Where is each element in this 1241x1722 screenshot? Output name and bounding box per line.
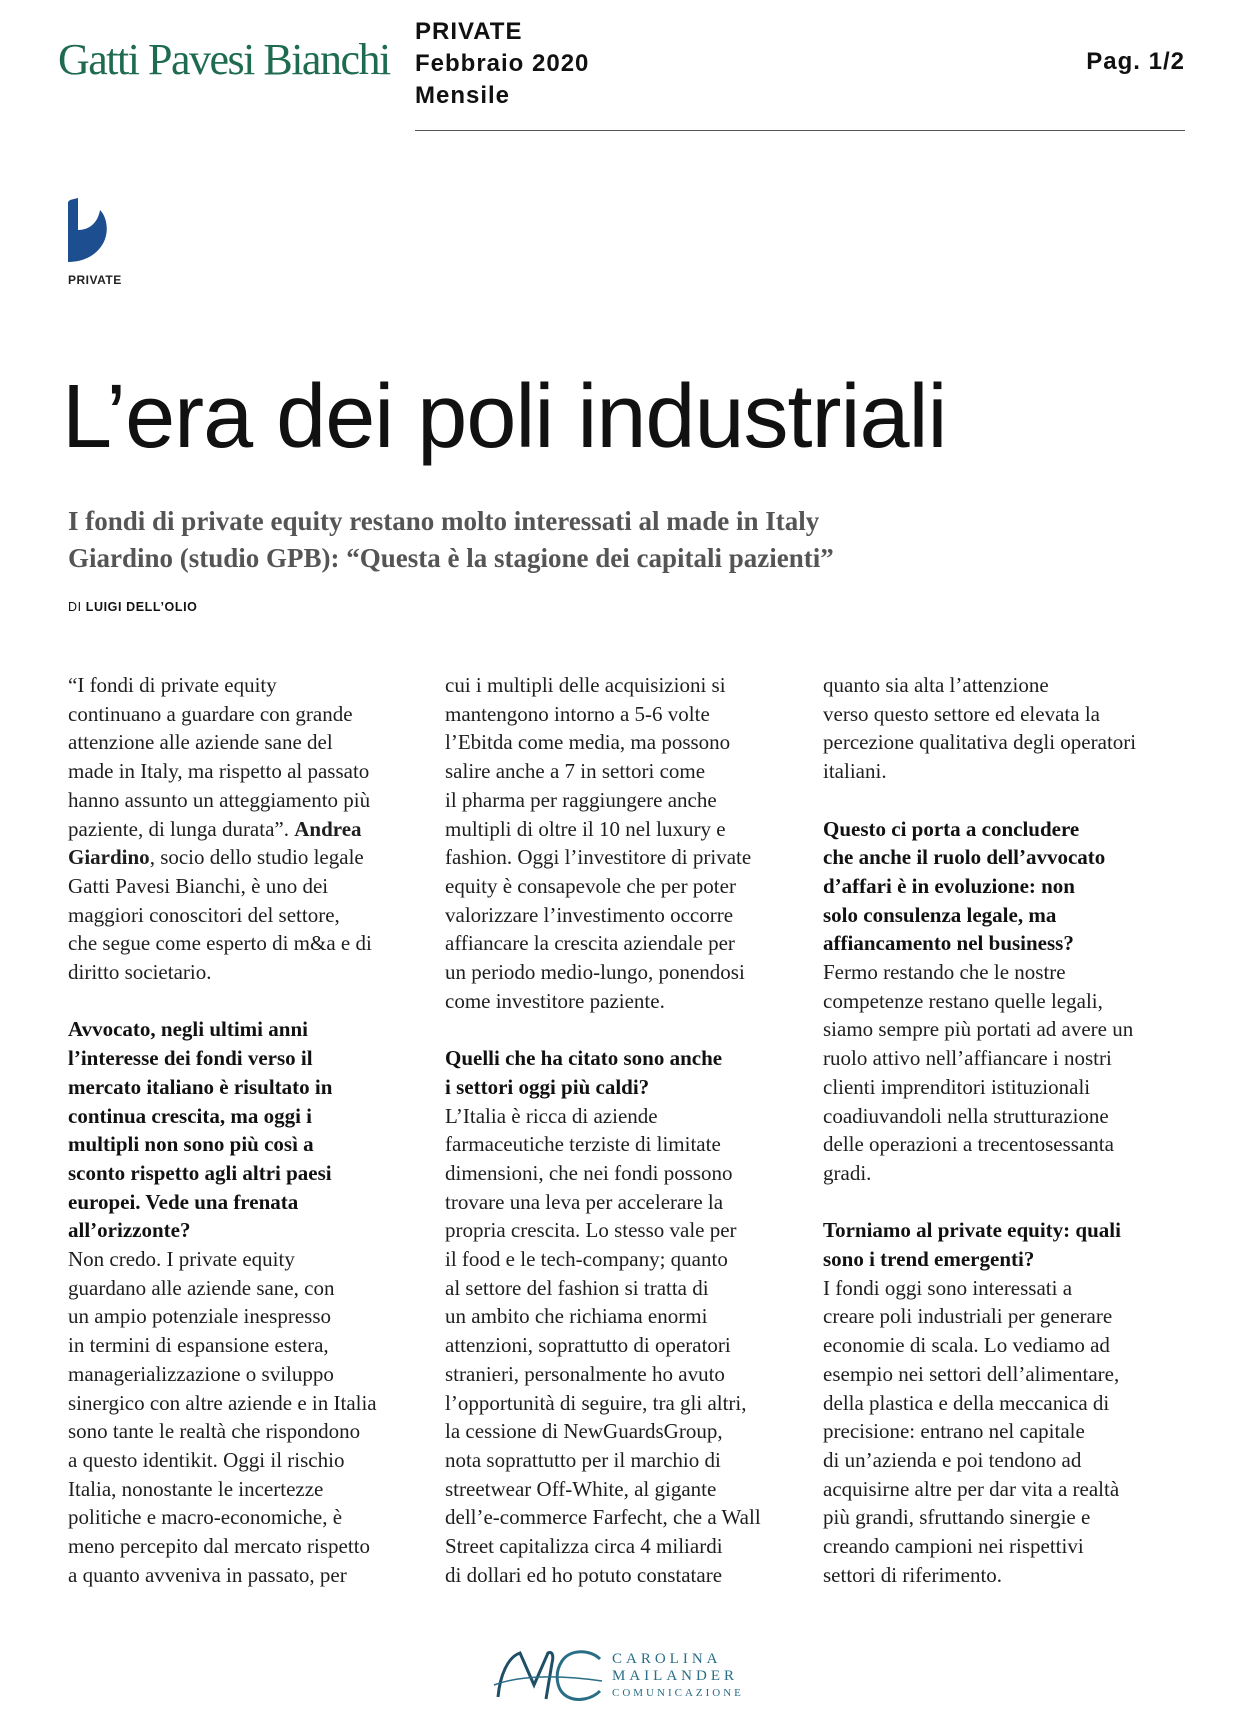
- text-line: i settori oggi più caldi?: [445, 1074, 650, 1099]
- paragraph: [823, 671, 1175, 786]
- article-headline: L’era dei poli industriali: [62, 367, 947, 467]
- text-line: percezione qualitativa degli operatori: [823, 730, 1137, 755]
- text-line: che segue come esperto di m&a e di: [68, 931, 372, 956]
- text-line: Torniamo al private equity: quali: [823, 1218, 1121, 1243]
- text-line: Non credo. I private equity: [68, 1247, 295, 1272]
- text-line: solo consulenza legale, ma: [823, 902, 1057, 927]
- header-divider: [415, 130, 1185, 131]
- article-column-1: [68, 671, 420, 1589]
- page-number: Pag. 1/2: [1086, 48, 1185, 75]
- text-line: settori di riferimento.: [823, 1562, 1003, 1587]
- text-line: “I fondi di private equity: [68, 673, 277, 697]
- text-line: esempio nei settori dell’alimentare,: [823, 1361, 1120, 1386]
- text-line: della plastica e della meccanica di: [823, 1390, 1110, 1415]
- interview-question: [823, 1216, 1175, 1273]
- mc-monogram-icon: [490, 1645, 605, 1705]
- text-line: siamo sempre più portati ad avere un: [823, 1017, 1134, 1042]
- text-line: sono tante le realtà che rispondono: [68, 1419, 361, 1444]
- text-line: mantengono intorno a 5-6 volte: [445, 701, 710, 726]
- text-line: un ambito che richiama enormi: [445, 1304, 708, 1329]
- text-line: l’interesse dei fondi verso il: [68, 1046, 313, 1071]
- text-line: meno percepito dal mercato rispetto: [68, 1534, 371, 1559]
- private-magazine-logo-icon: [64, 196, 112, 266]
- text-line: all’orizzonte?: [68, 1218, 191, 1243]
- text-line: dell’e-commerce Farfecht, che a Wall: [445, 1505, 761, 1530]
- interview-question: [68, 1015, 420, 1245]
- text-line: italiani.: [823, 759, 887, 784]
- footer-logo-line: MAILANDER: [612, 1668, 738, 1684]
- text-line: competenze restano quelle legali,: [823, 988, 1103, 1013]
- publication-info: [415, 16, 589, 112]
- text-line: l’Ebitda come media, ma possono: [445, 730, 731, 755]
- text-line: a questo identikit. Oggi il rischio: [68, 1447, 345, 1472]
- text-line: sono i trend emergenti?: [823, 1247, 1035, 1272]
- interviewee-last-name: Giardino: [68, 845, 150, 870]
- publication-date: Febbraio 2020: [415, 50, 590, 77]
- text-line: hanno assunto un atteggiamento più: [68, 787, 371, 812]
- text-line: valorizzare l’investimento occorre: [445, 902, 734, 927]
- text-line: creando campioni nei rispettivi: [823, 1534, 1084, 1559]
- text-line: quanto sia alta l’attenzione: [823, 673, 1049, 697]
- text-line: stranieri, personalmente ho avuto: [445, 1361, 725, 1386]
- text-line: come investitore paziente.: [445, 988, 665, 1013]
- interview-answer: [823, 958, 1175, 1188]
- byline-prefix: DI: [68, 600, 82, 614]
- text-line: propria crescita. Lo stesso vale per: [445, 1218, 737, 1243]
- interview-answer: [445, 1102, 797, 1590]
- interview-question: [823, 815, 1175, 959]
- text-line: acquisirne altre per dar vita a realtà: [823, 1476, 1120, 1501]
- text-line: d’affari è in evoluzione: non: [823, 873, 1075, 898]
- text-line: sinergico con altre aziende e in Italia: [68, 1390, 377, 1415]
- publication-frequency: Mensile: [415, 82, 511, 109]
- text-line: trovare una leva per accelerare la: [445, 1189, 724, 1214]
- text-line: il food e le tech-company; quanto: [445, 1247, 728, 1272]
- paragraph: [68, 671, 420, 987]
- text-line: attenzioni, soprattutto di operatori: [445, 1333, 731, 1358]
- text-line: al settore del fashion si tratta di: [445, 1275, 709, 1300]
- text-line: la cessione di NewGuardsGroup,: [445, 1419, 723, 1444]
- text-line: gradi.: [823, 1160, 872, 1185]
- byline-author: LUIGI DELL’OLIO: [85, 600, 198, 614]
- text-line: sconto rispetto agli altri paesi: [68, 1160, 332, 1185]
- text-line: farmaceutiche terziste di limitate: [445, 1132, 721, 1157]
- text-line: delle operazioni a trecentosessanta: [823, 1132, 1114, 1157]
- text-line: mercato italiano è risultato in: [68, 1074, 333, 1099]
- text-line: L’Italia è ricca di aziende: [445, 1103, 658, 1128]
- text-line: politiche e macro-economiche, è: [68, 1505, 343, 1530]
- section-label: PRIVATE: [68, 273, 122, 287]
- article-column-2: [445, 671, 797, 1589]
- text-line: managerializzazione o sviluppo: [68, 1361, 334, 1386]
- subtitle-line: Giardino (studio GPB): “Questa è la stagione dei capitali pazienti”: [68, 543, 834, 573]
- text-line: in termini di espansione estera,: [68, 1333, 329, 1358]
- text-line: coadiuvandoli nella strutturazione: [823, 1103, 1109, 1128]
- text-line: nota soprattutto per il marchio di: [445, 1447, 721, 1472]
- text-line: di dollari ed ho potuto constatare: [445, 1562, 723, 1587]
- text-line: maggiori conoscitori del settore,: [68, 902, 340, 927]
- text-line: Quelli che ha citato sono anche: [445, 1046, 723, 1071]
- text-line: guardano alle aziende sane, con: [68, 1275, 335, 1300]
- text-line: equity è consapevole che per poter: [445, 873, 736, 898]
- publication-name: PRIVATE: [415, 18, 523, 45]
- text-line: l’opportunità di seguire, tra gli altri,: [445, 1390, 747, 1415]
- article-subtitle: [68, 503, 1168, 577]
- footer-logo-line: CAROLINA: [612, 1651, 722, 1667]
- text-line: salire anche a 7 in settori come: [445, 759, 706, 784]
- text-line: diritto societario.: [68, 960, 212, 985]
- byline: [68, 600, 197, 614]
- footer-logo-text: [612, 1651, 744, 1702]
- text-line: Fermo restando che le nostre: [823, 960, 1066, 985]
- text-line: affiancare la crescita aziendale per: [445, 931, 735, 956]
- text-line: attenzione alle aziende sane del: [68, 730, 333, 755]
- gpb-logo: Gatti Pavesi Bianchi: [58, 35, 390, 84]
- text-line: [68, 843, 420, 872]
- text-line: made in Italy, ma rispetto al passato: [68, 759, 370, 784]
- text-line: continua crescita, ma oggi i: [68, 1103, 313, 1128]
- text-line: un periodo medio-lungo, ponendosi: [445, 960, 745, 985]
- text-line: I fondi oggi sono interessati a: [823, 1275, 1073, 1300]
- text-line: il pharma per raggiungere anche: [445, 787, 717, 812]
- text-line: creare poli industriali per generare: [823, 1304, 1113, 1329]
- text-line: a quanto avveniva in passato, per: [68, 1562, 347, 1587]
- paragraph: [445, 671, 797, 1015]
- text-line: Italia, nonostante le incertezze: [68, 1476, 324, 1501]
- text-line: europei. Vede una frenata: [68, 1189, 299, 1214]
- text-line: un ampio potenziale inespresso: [68, 1304, 332, 1329]
- text-line: ruolo attivo nell’affiancare i nostri: [823, 1046, 1112, 1071]
- text-run: , socio dello studio legale: [149, 845, 364, 870]
- text-line: continuano a guardare con grande: [68, 701, 353, 726]
- text-line: che anche il ruolo dell’avvocato: [823, 845, 1106, 870]
- text-run: paziente, di lunga durata”.: [68, 816, 295, 841]
- text-line: streetwear Off-White, al gigante: [445, 1476, 717, 1501]
- footer-logo: [490, 1645, 760, 1705]
- text-line: multipli di oltre il 10 nel luxury e: [445, 816, 726, 841]
- interviewee-first-name: Andrea: [294, 816, 362, 841]
- text-line: di un’azienda e poi tendono ad: [823, 1447, 1082, 1472]
- text-line: Street capitalizza circa 4 miliardi: [445, 1534, 723, 1559]
- text-line: più grandi, sfruttando sinergie e: [823, 1505, 1091, 1530]
- text-line: economie di scala. Lo vediamo ad: [823, 1333, 1110, 1358]
- text-line: fashion. Oggi l’investitore di private: [445, 845, 752, 870]
- article-column-3: [823, 671, 1175, 1589]
- text-line: Questo ci porta a concludere: [823, 816, 1080, 841]
- text-line: dimensioni, che nei fondi possono: [445, 1160, 733, 1185]
- interview-answer: [68, 1245, 420, 1589]
- interview-answer: [823, 1274, 1175, 1590]
- interview-question: [445, 1044, 797, 1101]
- text-line: verso questo settore ed elevata la: [823, 701, 1100, 726]
- text-line: multipli non sono più così a: [68, 1132, 314, 1157]
- text-line: Gatti Pavesi Bianchi, è uno dei: [68, 873, 329, 898]
- footer-logo-line: COMUNICAZIONE: [612, 1687, 744, 1699]
- text-line: [68, 815, 420, 844]
- text-line: affiancamento nel business?: [823, 931, 1074, 956]
- text-line: precisione: entrano nel capitale: [823, 1419, 1085, 1444]
- text-line: Avvocato, negli ultimi anni: [68, 1017, 308, 1042]
- text-line: cui i multipli delle acquisizioni si: [445, 673, 726, 697]
- text-line: clienti imprenditori istituzionali: [823, 1074, 1091, 1099]
- subtitle-line: I fondi di private equity restano molto interessati al made in Italy: [68, 506, 820, 536]
